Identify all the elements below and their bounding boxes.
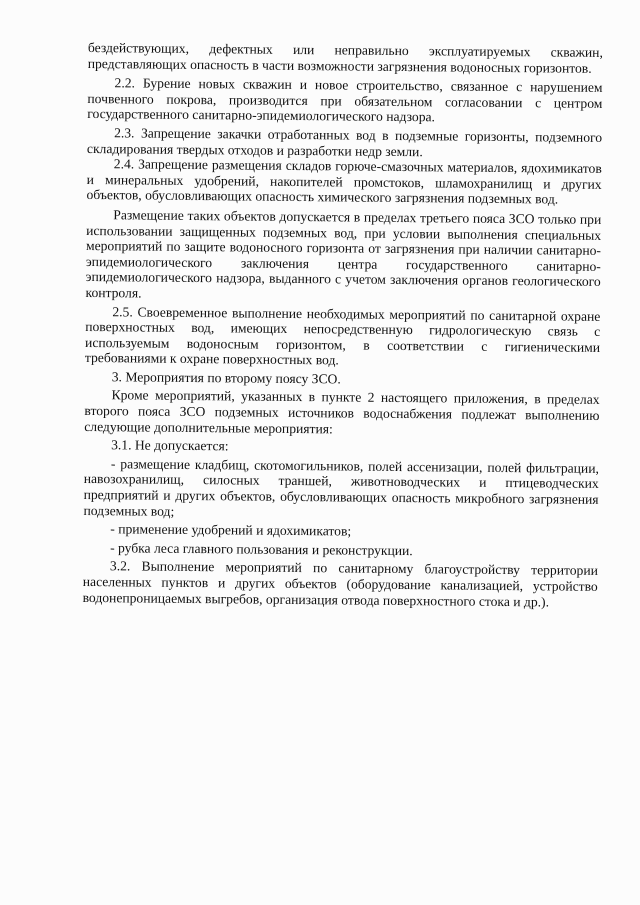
- paragraph-continuation: бездействующих, дефектных или неправильно эксплуатируемых скважин, представляющих опасность в части возможности загрязнения водоносных горизонтов.: [87, 40, 603, 76]
- paragraph-2-4: 2.4. Запрещение размещения складов горюче-смазочных материалов, ядохимикатов и минеральных удобрений, накопителей промстоков, шламохранилищ и других объектов, обусловливающих опасность химического загрязнения подземных вод.: [86, 156, 602, 207]
- paragraph-2-3: 2.3. Запрещение закачки отработанных вод в подземные горизонты, подземного складирования твердых отходов и разработки недр земли.: [86, 125, 603, 159]
- paragraph-placement: Размещение таких объектов допускается в пределах третьего пояса ЗСО только при использовании защищенных подземных вод, при условии выполнения специальных мероприятий по защите водоносного горизонта от загрязнения при наличии санитарно-эпидемиологического заключения центра государственного санитарно-эпидемиологического надзора, выданного с учетом заключения органов геологического контроля.: [85, 207, 602, 301]
- paragraph-3-1: 3.1. Не допускается:: [111, 437, 229, 454]
- paragraph-3-intro: Кроме мероприятий, указанных в пункте 2 настоящего приложения, в пределах второго пояса ЗСО подземных источников водоснабжения подлежат выполнению следующие дополнительные мероприятия:: [84, 387, 600, 437]
- paragraph-3-heading: 3. Мероприятия по второму поясу ЗСО.: [111, 369, 341, 387]
- paragraph-3-2: 3.2. Выполнение мероприятий по санитарному благоустройству территории населенных пунктов и других объектов (оборудование канализацией, устройство водонепроницаемых выгребов, организация отвода поверхностного стока и др.).: [82, 558, 598, 610]
- paragraph-2-2: 2.2. Бурение новых скважин и новое строительство, связанное с нарушением почвенного покрова, производится при обязательном согласовании с центром государственного санитарно-эпидемиологического надзора.: [87, 75, 603, 125]
- list-item-placement: - размещение кладбищ, скотомогильников, полей ассенизации, полей фильтрации, навозохранилищ, силосных траншей, животноводческих и птицеводческих предприятий и других объектов, обусловливающих опасность микробного загрязнения подземных вод;: [83, 456, 599, 519]
- document-body: [83, 40, 603, 610]
- paragraph-2-5: 2.5. Своевременное выполнение необходимых мероприятий по санитарной охране поверхностных вод, имеющих непосредственную гидрологическую связь с используемым водоносным горизонтом, в соответствии с гигиеническими требованиями к охране поверхностных вод.: [84, 303, 601, 368]
- list-item-fertilizers: - применение удобрений и ядохимикатов;: [110, 521, 352, 539]
- list-item-logging: - рубка леса главного пользования и реконструкции.: [110, 540, 413, 558]
